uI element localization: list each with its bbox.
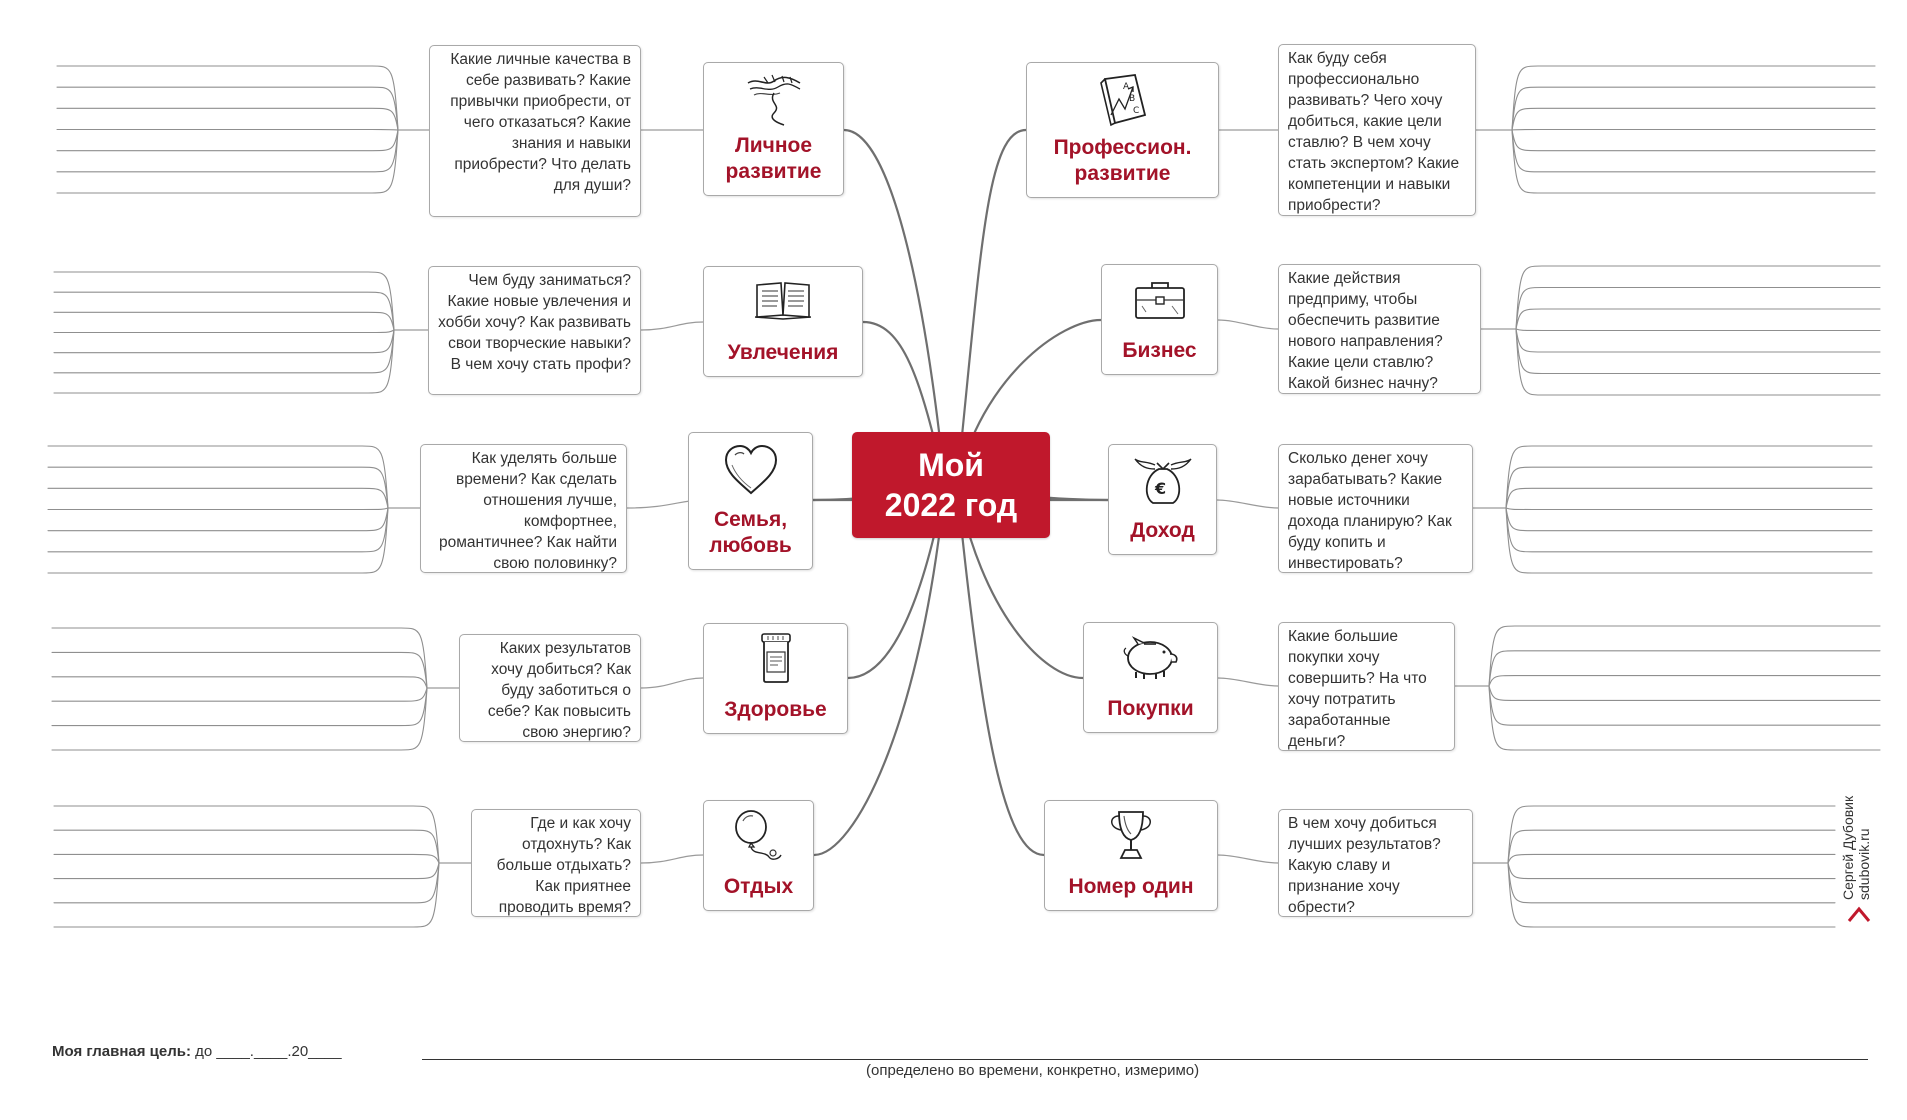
write-in-line — [1512, 66, 1875, 130]
write-in-line — [1516, 329, 1880, 374]
write-in-line — [52, 628, 427, 688]
write-in-line — [1506, 508, 1872, 573]
trophy-icon — [1045, 807, 1217, 865]
write-in-line — [1508, 863, 1835, 879]
write-in-line — [1516, 329, 1880, 331]
branch-label: Профессион. развитие — [1053, 136, 1192, 185]
branch-label: Доход — [1130, 519, 1195, 542]
branch-label: Личное развитие — [725, 134, 822, 183]
write-in-line — [1506, 467, 1872, 508]
question-box-nomer: В чем хочу добиться лучших результатов? Какую славу и признание хочу обрести? — [1278, 809, 1473, 917]
write-in-line — [57, 66, 398, 130]
question-box-uvlecheniya: Чем буду заниматься? Какие новые увлечения и хобби хочу? Как развивать свои творческие навыки? В чем хочу стать профи? — [428, 266, 641, 395]
write-in-line — [52, 677, 427, 688]
svg-text:€: € — [1154, 479, 1166, 498]
write-in-line — [1512, 108, 1875, 130]
connector-line — [641, 855, 703, 863]
river-sketch-icon — [704, 73, 843, 127]
write-in-line — [1489, 651, 1880, 686]
main-goal-label: Моя главная цель: — [52, 1043, 191, 1060]
write-in-line — [48, 508, 388, 573]
write-in-line — [1512, 130, 1875, 151]
write-in-line — [57, 130, 398, 193]
central-topic-line1: Мой — [918, 447, 984, 483]
write-in-line — [1489, 686, 1880, 700]
branch-label: Бизнес — [1122, 339, 1197, 362]
svg-text:A: A — [1122, 82, 1129, 92]
write-in-line — [54, 330, 394, 393]
author-site: sdubovik.ru — [1856, 828, 1872, 900]
author-name: Сергей Дубовик — [1840, 795, 1856, 900]
svg-text:C: C — [1132, 106, 1139, 116]
question-box-otdyh: Где и как хочу отдохнуть? Как больше отдыхать? Как приятнее проводить время? — [471, 809, 641, 917]
write-in-line — [57, 108, 398, 130]
write-in-line — [1516, 266, 1880, 329]
write-in-line — [1506, 508, 1872, 510]
write-in-line — [54, 863, 439, 927]
branch-pokupki — [1083, 622, 1218, 733]
write-in-line — [1489, 626, 1880, 686]
write-in-line — [1506, 508, 1872, 531]
write-in-line — [1516, 309, 1880, 329]
question-box-prof: Как буду себя профессионально развивать? Чего хочу добиться, какие цели ставлю? В чем хочу стать экспертом? Какие компетенции и навыки приобрести? — [1278, 44, 1476, 216]
connector-line — [1218, 320, 1278, 329]
branch-zdorovie — [703, 623, 848, 734]
question-box-semya: Как уделять больше времени? Как сделать отношения лучше, комфортнее, романтичнее? Как найти свою половинку? — [420, 444, 627, 573]
question-box-dohod: Сколько денег хочу зарабатывать? Какие новые источники дохода планирую? Как буду копить и инвестировать? — [1278, 444, 1473, 573]
branch-nomer-odin — [1044, 800, 1218, 911]
branch-dohod — [1108, 444, 1217, 555]
connector-line — [641, 322, 703, 330]
write-in-line — [1508, 863, 1835, 903]
branch-label: Увлечения — [727, 341, 839, 364]
connector-line — [1218, 855, 1278, 863]
write-in-line — [1506, 508, 1872, 552]
author-chevron-icon — [1846, 904, 1872, 924]
write-in-line — [52, 652, 427, 688]
question-box-lichnoe: Какие личные качества в себе развивать? Какие привычки приобрести, от чего отказаться? Какие знания и навыки приобрести? Что делать для души? — [429, 45, 641, 217]
central-topic — [852, 432, 1050, 538]
branch-lichnoe-razvitie — [703, 62, 844, 196]
main-goal-note: (определено во времени, конкретно, измеримо) — [866, 1062, 1200, 1079]
write-in-line — [1516, 288, 1880, 330]
question-box-biznes: Какие действия предприму, чтобы обеспечить развитие нового направления? Какие цели ставлю? Какой бизнес начну? — [1278, 264, 1481, 394]
briefcase-icon — [1102, 277, 1217, 323]
money-bag-icon — [1109, 453, 1216, 507]
write-in-line — [1512, 130, 1875, 193]
open-book-icon — [704, 277, 862, 323]
heart-icon — [689, 443, 812, 497]
write-in-line — [52, 688, 427, 726]
write-in-line — [48, 508, 388, 510]
write-in-line — [57, 130, 398, 131]
main-goal-date[interactable]: до ____.____.20____ — [195, 1043, 342, 1060]
central-topic-line2: 2022 год — [884, 487, 1018, 523]
write-in-line — [48, 446, 388, 508]
write-in-line — [1489, 686, 1880, 725]
write-in-line — [48, 508, 388, 552]
write-in-line — [48, 508, 388, 531]
branch-label: Покупки — [1107, 697, 1194, 720]
pill-jar-icon — [704, 632, 847, 684]
write-in-line — [1506, 446, 1872, 508]
write-in-line — [1489, 676, 1880, 686]
author-credit — [1840, 796, 1872, 900]
branch-label: Семья, любовь — [709, 508, 792, 557]
branch-profession-razvitie — [1026, 62, 1219, 198]
write-in-line — [1508, 854, 1835, 863]
write-in-line — [48, 488, 388, 508]
write-in-line — [1512, 130, 1875, 131]
abc-book-icon — [1027, 73, 1218, 127]
write-in-line — [54, 830, 439, 863]
write-in-line — [54, 292, 394, 330]
write-in-line — [54, 854, 439, 863]
write-in-line — [1508, 863, 1835, 927]
write-in-line — [52, 688, 427, 701]
connector-line — [1218, 678, 1278, 686]
branch-label: Здоровье — [724, 698, 827, 721]
write-in-line — [54, 272, 394, 330]
branch-label: Отдых — [723, 875, 794, 898]
question-box-zdorovie: Каких результатов хочу добиться? Как буду заботиться о себе? Как повысить свою энергию? — [459, 634, 641, 742]
write-in-line — [1516, 329, 1880, 395]
write-in-line — [57, 130, 398, 151]
main-goal-row — [52, 1043, 342, 1060]
write-in-line — [1508, 830, 1835, 863]
branch-uvlecheniya — [703, 266, 863, 377]
connector-line — [641, 678, 703, 688]
write-in-line — [48, 467, 388, 508]
main-goal-input-line[interactable] — [422, 1059, 1868, 1060]
write-in-line — [54, 330, 394, 333]
connector-line — [1217, 500, 1278, 508]
branch-label: Номер один — [1068, 875, 1194, 898]
write-in-line — [54, 863, 439, 879]
write-in-line — [54, 312, 394, 330]
question-box-pokupki: Какие большие покупки хочу совершить? На что хочу потратить заработанные деньги? — [1278, 622, 1455, 751]
svg-text:B: B — [1128, 94, 1135, 104]
write-in-line — [54, 863, 439, 903]
piggy-bank-icon — [1084, 633, 1217, 683]
write-in-line — [1489, 686, 1880, 750]
write-in-line — [1506, 488, 1872, 508]
write-in-line — [52, 688, 427, 750]
write-in-line — [54, 330, 394, 353]
branch-otdyh — [703, 800, 814, 911]
branch-semya-lyubov — [688, 432, 813, 570]
branch-biznes — [1101, 264, 1218, 375]
balloon-icon — [704, 807, 813, 865]
write-in-line — [54, 330, 394, 373]
write-in-line — [1516, 329, 1880, 352]
